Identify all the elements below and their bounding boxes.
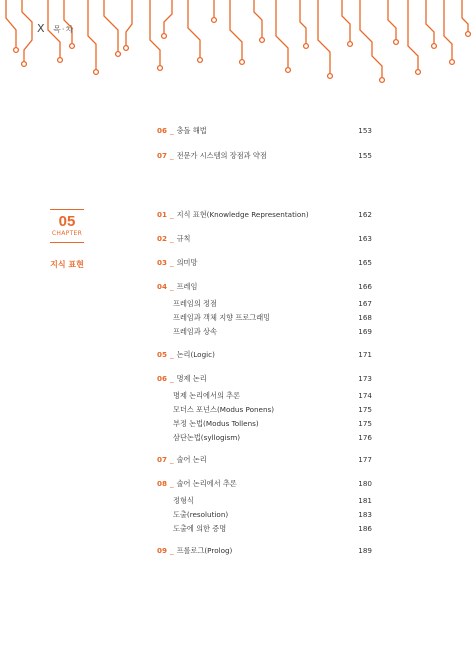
circuit-node xyxy=(162,34,167,39)
circuit-trace xyxy=(104,0,118,52)
toc-page-number: 183 xyxy=(358,510,372,519)
toc-separator: _ xyxy=(170,210,174,219)
toc-page-number: 177 xyxy=(358,455,372,464)
circuit-node xyxy=(158,66,163,71)
toc-entry-title: 술어 논리에서 추론 xyxy=(176,479,237,488)
circuit-node xyxy=(212,18,217,23)
circuit-trace xyxy=(254,0,262,38)
circuit-node xyxy=(380,78,385,83)
toc-separator: _ xyxy=(170,126,174,135)
toc-entry-number: 01 xyxy=(157,210,168,219)
toc-page-number: 175 xyxy=(358,405,372,414)
toc-entry[interactable] xyxy=(157,126,207,136)
circuit-node xyxy=(260,38,265,43)
toc-entry-title: 명제 논리 xyxy=(176,374,207,383)
toc-subentry[interactable] xyxy=(173,433,240,443)
circuit-trace xyxy=(22,0,32,62)
toc-entry-number: 07 xyxy=(157,151,168,160)
toc-separator: _ xyxy=(170,282,174,291)
toc-separator: _ xyxy=(170,151,174,160)
toc-separator: _ xyxy=(170,455,174,464)
circuit-node xyxy=(416,70,421,75)
toc-subentry[interactable] xyxy=(173,524,226,534)
circuit-node xyxy=(286,68,291,73)
chapter-title: 지식 표현 xyxy=(50,260,84,269)
chapter-label: CHAPTER xyxy=(51,230,83,237)
toc-page-number: 153 xyxy=(358,126,372,135)
toc-entry-number: 07 xyxy=(157,455,168,464)
toc-entry-number: 08 xyxy=(157,479,168,488)
circuit-node xyxy=(328,74,333,79)
toc-subentry[interactable] xyxy=(173,299,217,309)
toc-subentry-title: 명제 논리에서의 추론 xyxy=(173,391,241,400)
circuit-node xyxy=(394,40,399,45)
circuit-node xyxy=(14,48,19,53)
circuit-node xyxy=(94,70,99,75)
toc-entry-number: 02 xyxy=(157,234,168,243)
circuit-trace xyxy=(388,0,396,40)
circuit-node xyxy=(466,32,471,37)
toc-page-number: 189 xyxy=(358,546,372,555)
toc-entry-number: 09 xyxy=(157,546,168,555)
toc-page-number: 173 xyxy=(358,374,372,383)
circuit-trace xyxy=(230,0,242,60)
toc-separator: _ xyxy=(170,374,174,383)
toc-entry-title: 지식 표현(Knowledge Representation) xyxy=(176,210,309,219)
circuit-trace xyxy=(408,0,418,70)
circuit-node xyxy=(198,58,203,63)
circuit-trace xyxy=(6,0,16,48)
circuit-board-decoration xyxy=(0,0,474,110)
toc-subentry[interactable] xyxy=(173,419,259,429)
toc-subentry-title: 부정 논법(Modus Tollens) xyxy=(173,419,259,428)
toc-entry-number: 05 xyxy=(157,350,168,359)
toc-page-number: 167 xyxy=(358,299,372,308)
circuit-trace xyxy=(126,0,132,46)
toc-entry-title: 전문가 시스템의 장점과 약점 xyxy=(176,151,267,160)
toc-entry-number: 06 xyxy=(157,126,168,135)
toc-entry-number: 03 xyxy=(157,258,168,267)
toc-subentry[interactable] xyxy=(173,405,274,415)
chapter-rule-bottom xyxy=(50,242,84,243)
toc-subentry-title: 모더스 포넌스(Modus Ponens) xyxy=(173,405,275,414)
toc-entry-title: 의미망 xyxy=(176,258,198,267)
toc-subentry-title: 도출에 의한 증명 xyxy=(173,524,227,533)
toc-entry-title: 프롤로그(Prolog) xyxy=(176,546,233,555)
toc-separator: _ xyxy=(170,479,174,488)
toc-entry[interactable] xyxy=(157,350,215,360)
circuit-node xyxy=(240,60,245,65)
toc-page-number: 168 xyxy=(358,313,372,322)
toc-entry[interactable] xyxy=(157,374,207,384)
toc-page-number: 165 xyxy=(358,258,372,267)
toc-page-number: 162 xyxy=(358,210,372,219)
circuit-trace xyxy=(342,0,350,42)
toc-entry[interactable] xyxy=(157,258,197,268)
toc-entry[interactable] xyxy=(157,234,191,244)
toc-entry-number: 04 xyxy=(157,282,168,291)
toc-subentry[interactable] xyxy=(173,391,240,401)
circuit-trace xyxy=(462,0,468,32)
toc-entry[interactable] xyxy=(157,479,237,489)
toc-page-number: 186 xyxy=(358,524,372,533)
circuit-node xyxy=(70,44,75,49)
toc-page-number: 174 xyxy=(358,391,372,400)
circuit-trace xyxy=(150,0,160,66)
chapter-rule-top xyxy=(50,209,84,210)
toc-separator: _ xyxy=(170,350,174,359)
toc-entry-title: 논리(Logic) xyxy=(176,350,215,359)
toc-subentry-title: 프레임과 객체 지향 프로그래밍 xyxy=(173,313,271,322)
toc-entry[interactable] xyxy=(157,455,207,465)
toc-entry-title: 프레임 xyxy=(176,282,198,291)
circuit-trace xyxy=(318,0,330,74)
circuit-trace xyxy=(188,0,200,58)
toc-subentry[interactable] xyxy=(173,496,194,506)
toc-page-number: 169 xyxy=(358,327,372,336)
toc-entry[interactable] xyxy=(157,282,197,292)
chapter-number: 05 xyxy=(58,213,76,230)
circuit-trace xyxy=(300,0,306,44)
toc-page-number: 166 xyxy=(358,282,372,291)
toc-page-number: 176 xyxy=(358,433,372,442)
toc-subentry-title: 정형식 xyxy=(173,496,194,505)
toc-page-number: 155 xyxy=(358,151,372,160)
toc-page-number: 163 xyxy=(358,234,372,243)
toc-subentry[interactable] xyxy=(173,327,217,337)
toc-subentry-title: 삼단논법(syllogism) xyxy=(173,433,241,442)
toc-entry-title: 충돌 해법 xyxy=(176,126,207,135)
circuit-node xyxy=(432,44,437,49)
circuit-trace xyxy=(426,0,434,44)
circuit-trace xyxy=(360,0,382,78)
circuit-node xyxy=(124,46,129,51)
toc-separator: _ xyxy=(170,258,174,267)
toc-separator: _ xyxy=(170,234,174,243)
circuit-trace xyxy=(164,0,172,34)
toc-header-title: 목·차 xyxy=(53,25,75,34)
circuit-node xyxy=(58,58,63,63)
circuit-node xyxy=(116,52,121,57)
toc-subentry[interactable] xyxy=(173,313,270,323)
toc-entry-title: 술어 논리 xyxy=(176,455,207,464)
toc-entry-number: 06 xyxy=(157,374,168,383)
close-mark-icon: X xyxy=(37,22,45,35)
toc-entry[interactable] xyxy=(157,151,267,161)
toc-entry-title: 규칙 xyxy=(176,234,191,243)
circuit-node xyxy=(348,42,353,47)
toc-entry[interactable] xyxy=(157,546,232,556)
toc-separator: _ xyxy=(170,546,174,555)
toc-subentry-title: 프레임의 정점 xyxy=(173,299,217,308)
toc-subentry-title: 프레임과 상속 xyxy=(173,327,217,336)
circuit-trace xyxy=(444,0,452,60)
circuit-trace xyxy=(276,0,288,68)
toc-header xyxy=(37,22,74,35)
circuit-node xyxy=(304,44,309,49)
toc-subentry-title: 도출(resolution) xyxy=(173,510,229,519)
circuit-node xyxy=(22,62,27,67)
circuit-trace xyxy=(88,0,96,70)
toc-page-number: 181 xyxy=(358,496,372,505)
toc-page-number: 180 xyxy=(358,479,372,488)
toc-entry[interactable] xyxy=(157,210,309,220)
toc-subentry[interactable] xyxy=(173,510,228,520)
circuit-node xyxy=(450,60,455,65)
toc-page-number: 175 xyxy=(358,419,372,428)
chapter-badge xyxy=(50,209,84,243)
toc-page-number: 171 xyxy=(358,350,372,359)
